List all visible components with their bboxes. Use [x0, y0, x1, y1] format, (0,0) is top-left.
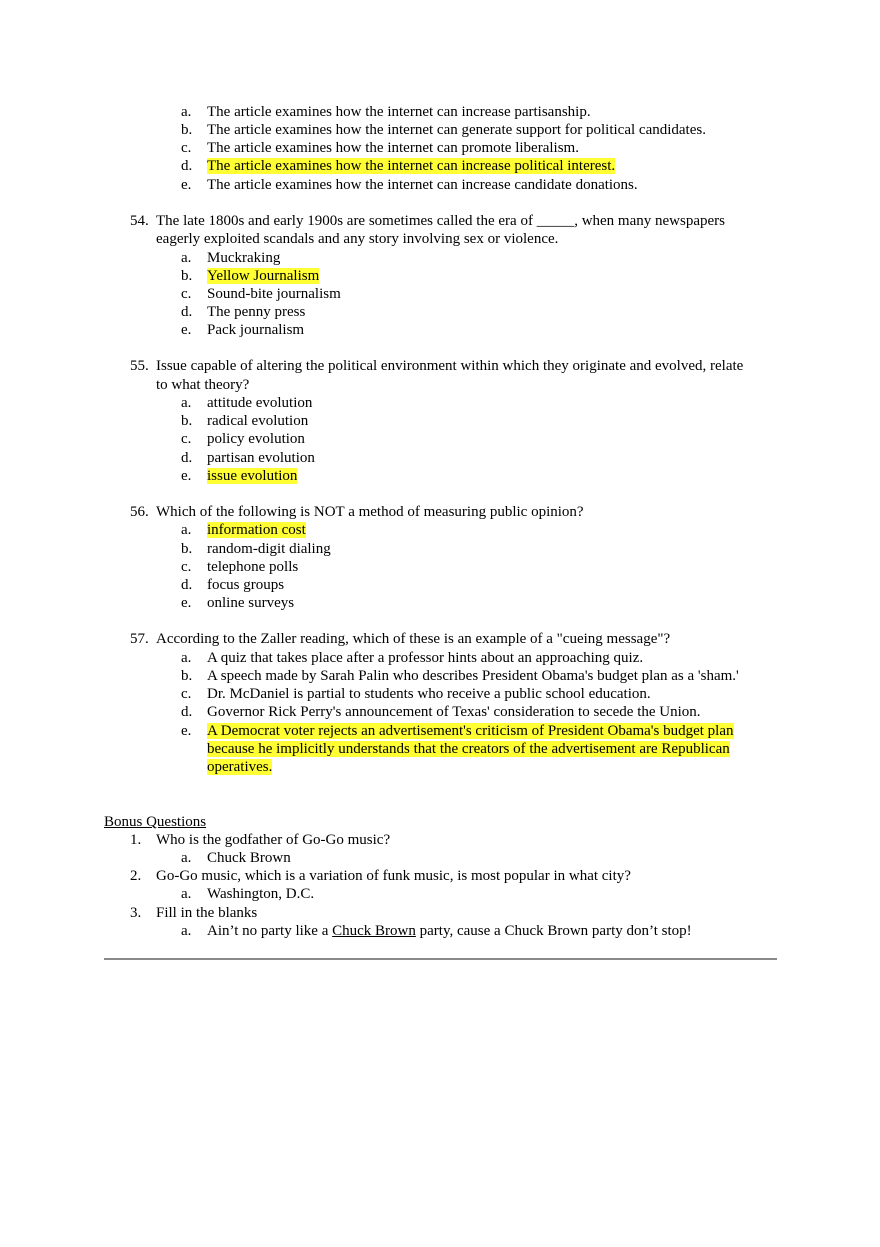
bonus-q2-answer-letter: a. [181, 886, 192, 902]
q54-number: 54. [130, 213, 149, 229]
q55-stem-line1: Issue capable of altering the political environment within which they originate and evolved, relate [156, 358, 744, 374]
bonus-q3-text: Fill in the blanks [156, 905, 258, 921]
q56-option-b: random-digit dialing [207, 541, 331, 557]
bonus-q3-answer-blank: Chuck Brown [332, 923, 416, 939]
q57-option-e-highlighted-answer-line2: because he implicitly understands that the creators of the advertisement are Republican [207, 741, 730, 757]
bonus-q1-answer-letter: a. [181, 850, 192, 866]
bonus-q2-number: 2. [130, 868, 142, 884]
bonus-q1-number: 1. [130, 832, 142, 848]
bonus-q2-text: Go-Go music, which is a variation of funk music, is most popular in what city? [156, 868, 631, 884]
q56-option-a-letter: a. [181, 522, 192, 538]
bonus-q1-text: Who is the godfather of Go-Go music? [156, 832, 391, 848]
q55-option-d: partisan evolution [207, 450, 315, 466]
q54-option-d-letter: d. [181, 304, 193, 320]
q56-option-e: online surveys [207, 595, 295, 611]
q54-stem-line2: eagerly exploited scandals and any story involving sex or violence. [156, 231, 559, 247]
q53-option-a-letter: a. [181, 104, 192, 120]
q54-option-b-letter: b. [181, 268, 193, 284]
q56-option-b-letter: b. [181, 541, 193, 557]
q55-option-a-letter: a. [181, 395, 192, 411]
q54-option-a-letter: a. [181, 250, 192, 266]
q54-stem-line1: The late 1800s and early 1900s are sometimes called the era of _____, when many newspapers [156, 213, 725, 229]
q55-option-e-highlighted-answer: issue evolution [207, 468, 298, 484]
q56-option-d-letter: d. [181, 577, 193, 593]
q57-option-d: Governor Rick Perry's announcement of Texas' consideration to secede the Union. [207, 704, 701, 720]
q56-number: 56. [130, 504, 149, 520]
q57-option-e-highlighted-answer-line3: operatives. [207, 759, 273, 775]
q57-option-a: A quiz that takes place after a professor hints about an approaching quiz. [207, 650, 644, 666]
q55-option-b: radical evolution [207, 413, 309, 429]
bonus-q3-answer [207, 922, 692, 940]
q55-option-c: policy evolution [207, 431, 305, 447]
q56-option-d: focus groups [207, 577, 285, 593]
q56-option-e-letter: e. [181, 595, 192, 611]
bonus-q3-answer-letter: a. [181, 923, 192, 939]
bonus-q2-answer: Washington, D.C. [207, 886, 315, 902]
q55-option-a: attitude evolution [207, 395, 313, 411]
q55-stem-line2: to what theory? [156, 377, 250, 393]
q53-option-d-letter: d. [181, 158, 193, 174]
q56-option-a-highlighted-answer: information cost [207, 522, 306, 538]
q53-option-d-highlighted-answer: The article examines how the internet can increase political interest. [207, 158, 616, 174]
q57-option-b: A speech made by Sarah Palin who describes President Obama's budget plan as a 'sham.' [207, 668, 739, 684]
q55-option-c-letter: c. [181, 431, 192, 447]
bonus-heading: Bonus Questions [104, 814, 207, 830]
q54-option-e: Pack journalism [207, 322, 305, 338]
bonus-q3-number: 3. [130, 905, 142, 921]
bonus-q3-answer-post: party, cause a Chuck Brown party don’t stop! [415, 923, 692, 939]
horizontal-rule [104, 958, 777, 960]
q56-option-c-letter: c. [181, 559, 192, 575]
q54-option-a: Muckraking [207, 250, 281, 266]
q54-option-d: The penny press [207, 304, 306, 320]
q57-option-c: Dr. McDaniel is partial to students who receive a public school education. [207, 686, 651, 702]
q56-stem-line1: Which of the following is NOT a method of measuring public opinion? [156, 504, 584, 520]
q57-stem-line1: According to the Zaller reading, which of these is an example of a "cueing message"? [156, 631, 671, 647]
q56-option-c: telephone polls [207, 559, 299, 575]
bonus-q3-answer-pre: Ain’t no party like a [207, 923, 333, 939]
q55-option-b-letter: b. [181, 413, 193, 429]
q53-option-c-letter: c. [181, 140, 192, 156]
q53-option-e: The article examines how the internet can increase candidate donations. [207, 177, 638, 193]
q54-option-c: Sound-bite journalism [207, 286, 341, 302]
q54-option-b-highlighted-answer: Yellow Journalism [207, 268, 320, 284]
q57-option-a-letter: a. [181, 650, 192, 666]
q57-option-e-highlighted-answer-line1: A Democrat voter rejects an advertisement's criticism of President Obama's budget plan [207, 723, 734, 739]
q53-option-e-letter: e. [181, 177, 192, 193]
q53-option-c: The article examines how the internet can promote liberalism. [207, 140, 579, 156]
q53-option-b-letter: b. [181, 122, 193, 138]
q55-option-e-letter: e. [181, 468, 192, 484]
bonus-q1-answer: Chuck Brown [207, 850, 291, 866]
q57-option-d-letter: d. [181, 704, 193, 720]
q57-number: 57. [130, 631, 149, 647]
q57-option-b-letter: b. [181, 668, 193, 684]
q54-option-c-letter: c. [181, 286, 192, 302]
q57-option-c-letter: c. [181, 686, 192, 702]
q53-option-b: The article examines how the internet can generate support for political candidates. [207, 122, 706, 138]
q55-option-d-letter: d. [181, 450, 193, 466]
q55-number: 55. [130, 358, 149, 374]
q54-option-e-letter: e. [181, 322, 192, 338]
q57-option-e-letter: e. [181, 723, 192, 739]
q53-option-a: The article examines how the internet can increase partisanship. [207, 104, 591, 120]
